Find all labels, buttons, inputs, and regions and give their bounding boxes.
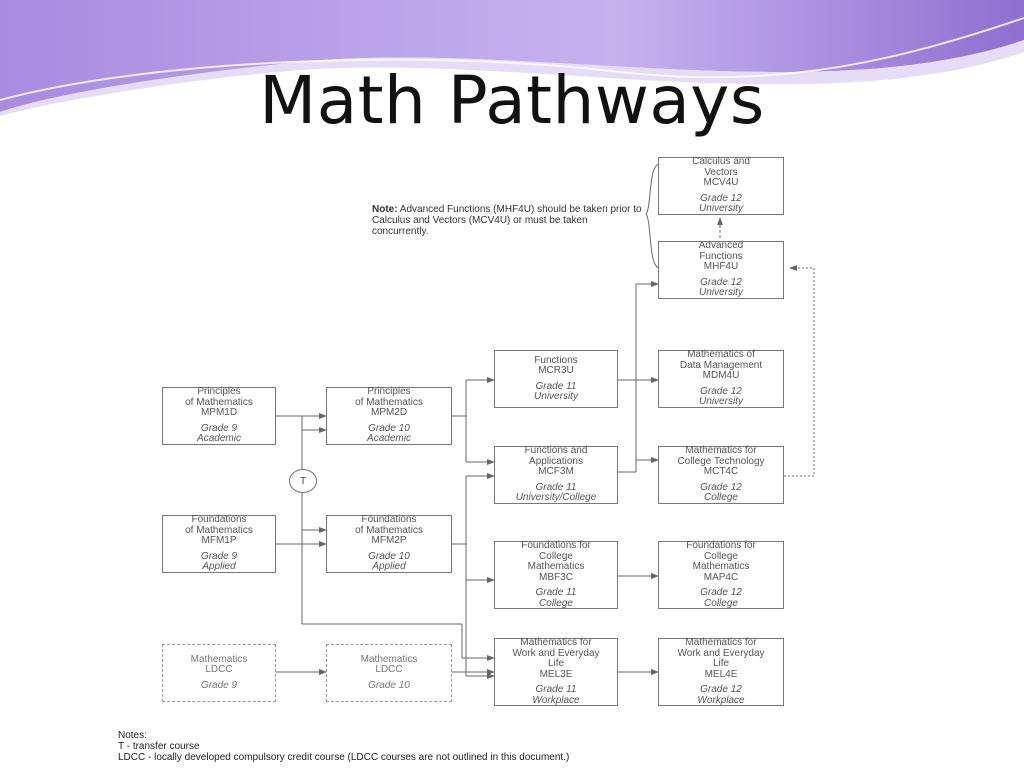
course-grade: Grade 9 bbox=[200, 422, 238, 434]
transfer-symbol: T bbox=[289, 469, 317, 493]
course-name: Mathematics for Work and Everyday Life bbox=[677, 637, 765, 669]
course-grade: Grade 11 bbox=[535, 587, 577, 598]
course-code: MAP4C bbox=[703, 571, 739, 583]
course-destination: University bbox=[699, 287, 743, 299]
course-grade: Grade 12 bbox=[700, 192, 742, 204]
course-name: Mathematics LDCC bbox=[360, 653, 418, 676]
course-box-mcf3m bbox=[494, 446, 618, 504]
course-grade: Grade 12 bbox=[700, 276, 742, 288]
note-text bbox=[372, 204, 642, 237]
course-name: Advanced Functions bbox=[698, 240, 744, 262]
course-code: MBF3C bbox=[539, 571, 573, 583]
course-grade: Grade 12 bbox=[700, 481, 742, 493]
course-box-mbf3c bbox=[494, 541, 618, 609]
course-box-mdm4u bbox=[658, 350, 784, 408]
course-name: Mathematics LDCC bbox=[190, 653, 248, 676]
course-box-mct4c bbox=[658, 446, 784, 504]
course-name: Mathematics of Data Management bbox=[679, 349, 763, 371]
course-destination: University bbox=[699, 396, 743, 408]
course-box-mel4e bbox=[658, 638, 784, 706]
course-destination: Applied bbox=[372, 561, 406, 573]
course-name: Mathematics for Work and Everyday Life bbox=[512, 637, 600, 669]
course-box-mfm2p bbox=[326, 515, 452, 573]
course-code: MEL4E bbox=[704, 668, 738, 680]
note-body: Advanced Functions (MHF4U) should be taken prior to Calculus and Vectors (MCV4U) or must be taken concurrently. bbox=[372, 204, 642, 237]
course-code: MCT4C bbox=[703, 466, 739, 478]
course-code: MCR3U bbox=[538, 365, 574, 376]
course-code: MCV4U bbox=[703, 177, 739, 189]
course-destination: Academic bbox=[367, 433, 411, 445]
course-grade: Grade 12 bbox=[700, 587, 742, 598]
footer-transfer-note: T - transfer course bbox=[118, 741, 200, 752]
course-code: MPM2D bbox=[370, 407, 408, 419]
note-label: Note: bbox=[372, 204, 398, 215]
course-name: Functions bbox=[534, 354, 578, 366]
course-name: Foundations of Mathematics bbox=[185, 514, 253, 536]
course-code: MDM4U bbox=[702, 370, 740, 382]
course-destination: Applied bbox=[202, 561, 236, 573]
course-code: MHF4U bbox=[703, 261, 739, 273]
footer-ldcc-note: LDCC - locally developed compulsory credit course (LDCC courses are not outlined in this document.) bbox=[118, 752, 570, 763]
course-grade: Grade 10 bbox=[368, 679, 410, 691]
course-destination: University bbox=[534, 391, 578, 402]
course-box-ldcc-grade9 bbox=[162, 644, 276, 702]
course-name: Foundations of Mathematics bbox=[355, 514, 423, 536]
course-box-mel3e bbox=[494, 638, 618, 706]
course-box-mcv4u bbox=[658, 157, 784, 215]
course-destination: University bbox=[699, 203, 743, 215]
course-destination: Academic bbox=[197, 433, 241, 445]
course-name: Principles of Mathematics bbox=[355, 386, 423, 408]
course-name: Principles of Mathematics bbox=[185, 386, 253, 408]
course-box-mpm2d bbox=[326, 387, 452, 445]
course-name: Foundations for College Mathematics bbox=[521, 540, 591, 572]
course-grade: Grade 11 bbox=[535, 684, 577, 695]
course-box-map4c bbox=[658, 541, 784, 609]
course-box-mfm1p bbox=[162, 515, 276, 573]
course-box-ldcc-grade10 bbox=[326, 644, 452, 702]
course-name: Mathematics for College Technology bbox=[677, 445, 765, 467]
course-grade: Grade 10 bbox=[368, 422, 410, 434]
course-grade: Grade 10 bbox=[368, 550, 410, 562]
footer-heading: Notes: bbox=[118, 730, 147, 741]
course-destination: College bbox=[539, 597, 573, 609]
course-name: Calculus and Vectors bbox=[692, 156, 750, 178]
course-code: MFM1P bbox=[201, 535, 237, 547]
course-destination: Workplace bbox=[532, 694, 580, 706]
course-grade: Grade 9 bbox=[200, 679, 238, 691]
course-box-mhf4u bbox=[658, 241, 784, 299]
course-code: MPM1D bbox=[200, 407, 238, 419]
page-title: Math Pathways bbox=[259, 62, 765, 139]
course-grade: Grade 11 bbox=[535, 481, 577, 493]
course-grade: Grade 9 bbox=[200, 550, 238, 562]
course-box-mcr3u bbox=[494, 350, 618, 408]
course-code: MFM2P bbox=[371, 535, 407, 547]
course-name: Functions and Applications bbox=[524, 445, 588, 467]
course-destination: Workplace bbox=[697, 694, 745, 706]
course-destination: University/College bbox=[515, 492, 597, 504]
course-destination: College bbox=[704, 492, 738, 504]
course-code: MCF3M bbox=[538, 466, 574, 478]
course-destination: College bbox=[704, 597, 738, 609]
course-grade: Grade 12 bbox=[700, 385, 742, 397]
footer-notes bbox=[118, 730, 569, 763]
course-grade: Grade 11 bbox=[535, 380, 577, 392]
course-name: Foundations for College Mathematics bbox=[686, 540, 756, 572]
course-grade: Grade 12 bbox=[700, 684, 742, 695]
course-code: MEL3E bbox=[539, 668, 573, 680]
course-box-mpm1d bbox=[162, 387, 276, 445]
